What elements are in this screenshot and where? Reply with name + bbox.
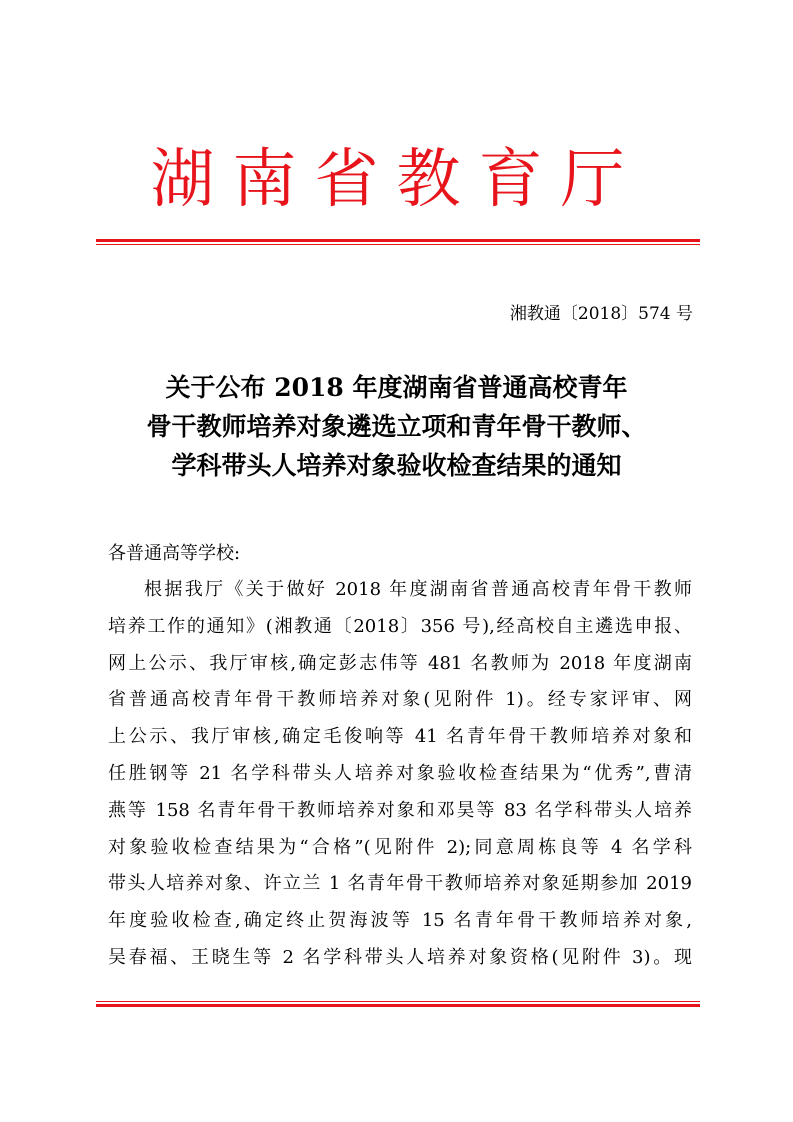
salutation: 各普通高等学校: [108,543,241,564]
body-line: 任胜钢等 21 名学科带头人培养对象验收检查结果为“优秀”,曹清 [108,762,692,784]
body-line: 吴春福、王晓生等 2 名学科带头人培养对象资格(见附件 3)。现 [108,946,692,968]
body-line: 培养工作的通知》(湘教通〔2018〕356 号),经高校自主遴选申报、 [108,615,692,637]
agency-masthead: 湖南省教育厅 [150,143,643,217]
body-line: 年度验收检查,确定终止贺海波等 15 名青年骨干教师培养对象, [108,910,692,932]
body-line: 燕等 158 名青年骨干教师培养对象和邓昊等 83 名学科带头人培养 [108,799,692,821]
body-line: 省普通高校青年骨干教师培养对象(见附件 1)。经专家评审、网 [108,689,692,711]
footer-red-rule-thin [96,1001,700,1002]
header-red-rule-thin [96,244,700,245]
body-line: 带头人培养对象、许立兰 1 名青年骨干教师培养对象延期参加 2019 [108,873,692,895]
body-paragraph [108,572,692,977]
title-line: 关于公布 2018 年度湖南省普通高校青年 [165,373,628,402]
title-line: 骨干教师培养对象遴选立项和青年骨干教师、 [146,412,647,441]
document-number: 湘教通〔2018〕574 号 [509,304,693,324]
document-title [60,368,733,485]
body-line: 上公示、我厅审核,确定毛俊响等 41 名青年骨干教师培养对象和 [108,726,692,748]
header-red-rule-thick [96,239,700,242]
body-line: 对象验收检查结果为“合格”(见附件 2);同意周栋良等 4 名学科 [108,836,692,858]
body-line: 网上公示、我厅审核,确定彭志伟等 481 名教师为 2018 年度湖南 [108,652,692,674]
title-line: 学科带头人培养对象验收检查结果的通知 [171,451,622,480]
footer-red-rule-thick [96,1004,700,1007]
body-line: 根据我厅《关于做好 2018 年度湖南省普通高校青年骨干教师 [144,579,692,600]
